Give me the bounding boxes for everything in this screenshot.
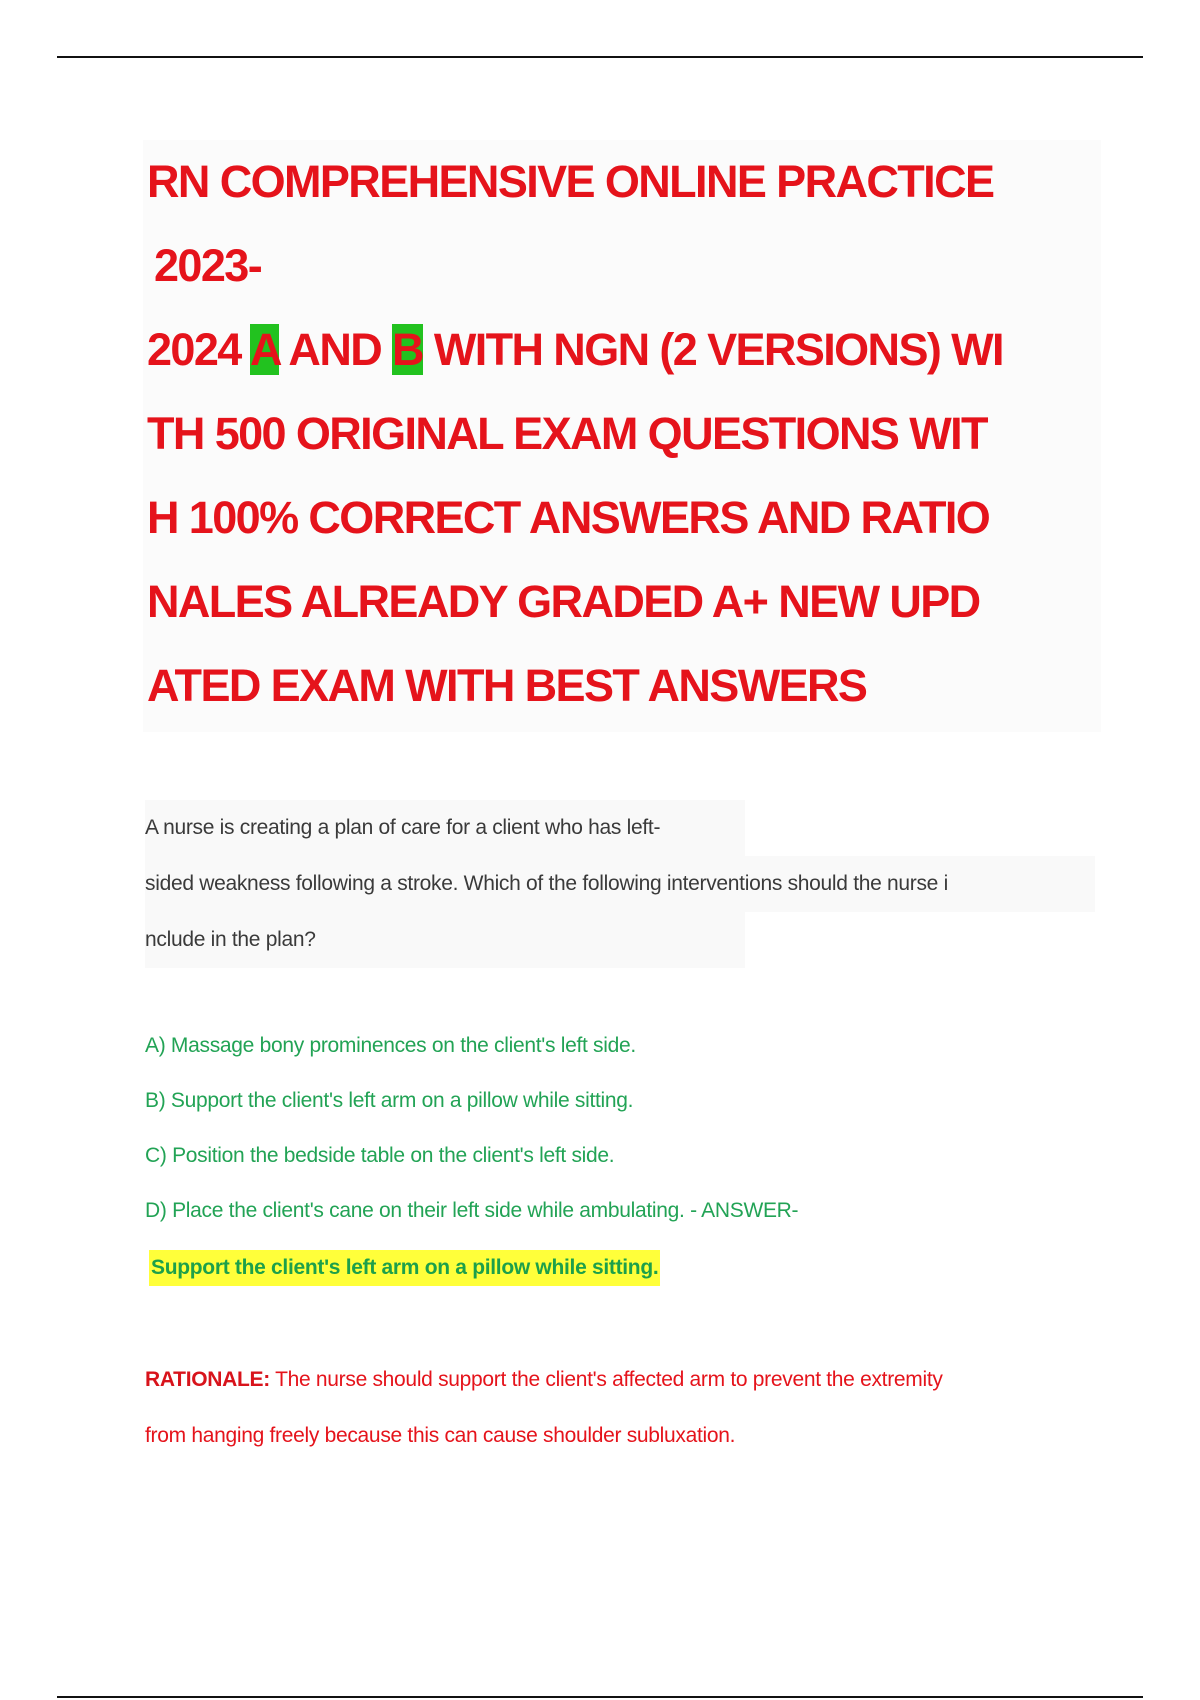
rationale-text-1: The nurse should support the client's affected arm to prevent the extremity [269,1368,943,1391]
title-line-5: H 100% CORRECT ANSWERS AND RATIO [147,492,990,543]
version-a-highlight: A [249,324,280,375]
title-line-2: 2023- [154,240,262,291]
option-b: B) Support the client's left arm on a pillow while sitting. [145,1089,634,1112]
question-line-3: nclude in the plan? [145,912,745,968]
rationale [145,1352,1095,1464]
option-a: A) Massage bony prominences on the client's left side. [145,1034,636,1057]
title-line-1: RN COMPREHENSIVE ONLINE PRACTICE [147,156,994,207]
question-line-2: sided weakness following a stroke. Which of the following interventions should the nurse i [145,856,1095,912]
rationale-line-2: from hanging freely because this can cause shoulder subluxation. [145,1424,736,1447]
answer-options [145,1018,1095,1238]
title-year: 2024 [147,324,250,375]
bottom-divider [57,1696,1143,1698]
title-line-3-rest: WITH NGN (2 VERSIONS) WI [433,324,1003,375]
title-line-6: NALES ALREADY GRADED A+ NEW UPD [147,576,980,627]
document-title [143,140,1101,732]
title-line-3 [147,308,1097,392]
rationale-label: RATIONALE: [145,1368,270,1391]
option-c: C) Position the bedside table on the client's left side. [145,1144,615,1167]
title-space [423,324,434,375]
version-b-highlight: B [392,324,423,375]
title-and: AND [279,324,393,375]
top-divider [57,56,1143,58]
title-line-7: ATED EXAM WITH BEST ANSWERS [147,660,867,711]
correct-answer: Support the client's left arm on a pillow while sitting. [149,1250,660,1286]
rationale-line-1 [145,1352,1095,1408]
question-stem [145,800,1095,968]
question-line-1: A nurse is creating a plan of care for a client who has left- [145,800,745,856]
title-line-4: TH 500 ORIGINAL EXAM QUESTIONS WIT [147,408,987,459]
option-d: D) Place the client's cane on their left side while ambulating. - ANSWER- [145,1199,799,1222]
